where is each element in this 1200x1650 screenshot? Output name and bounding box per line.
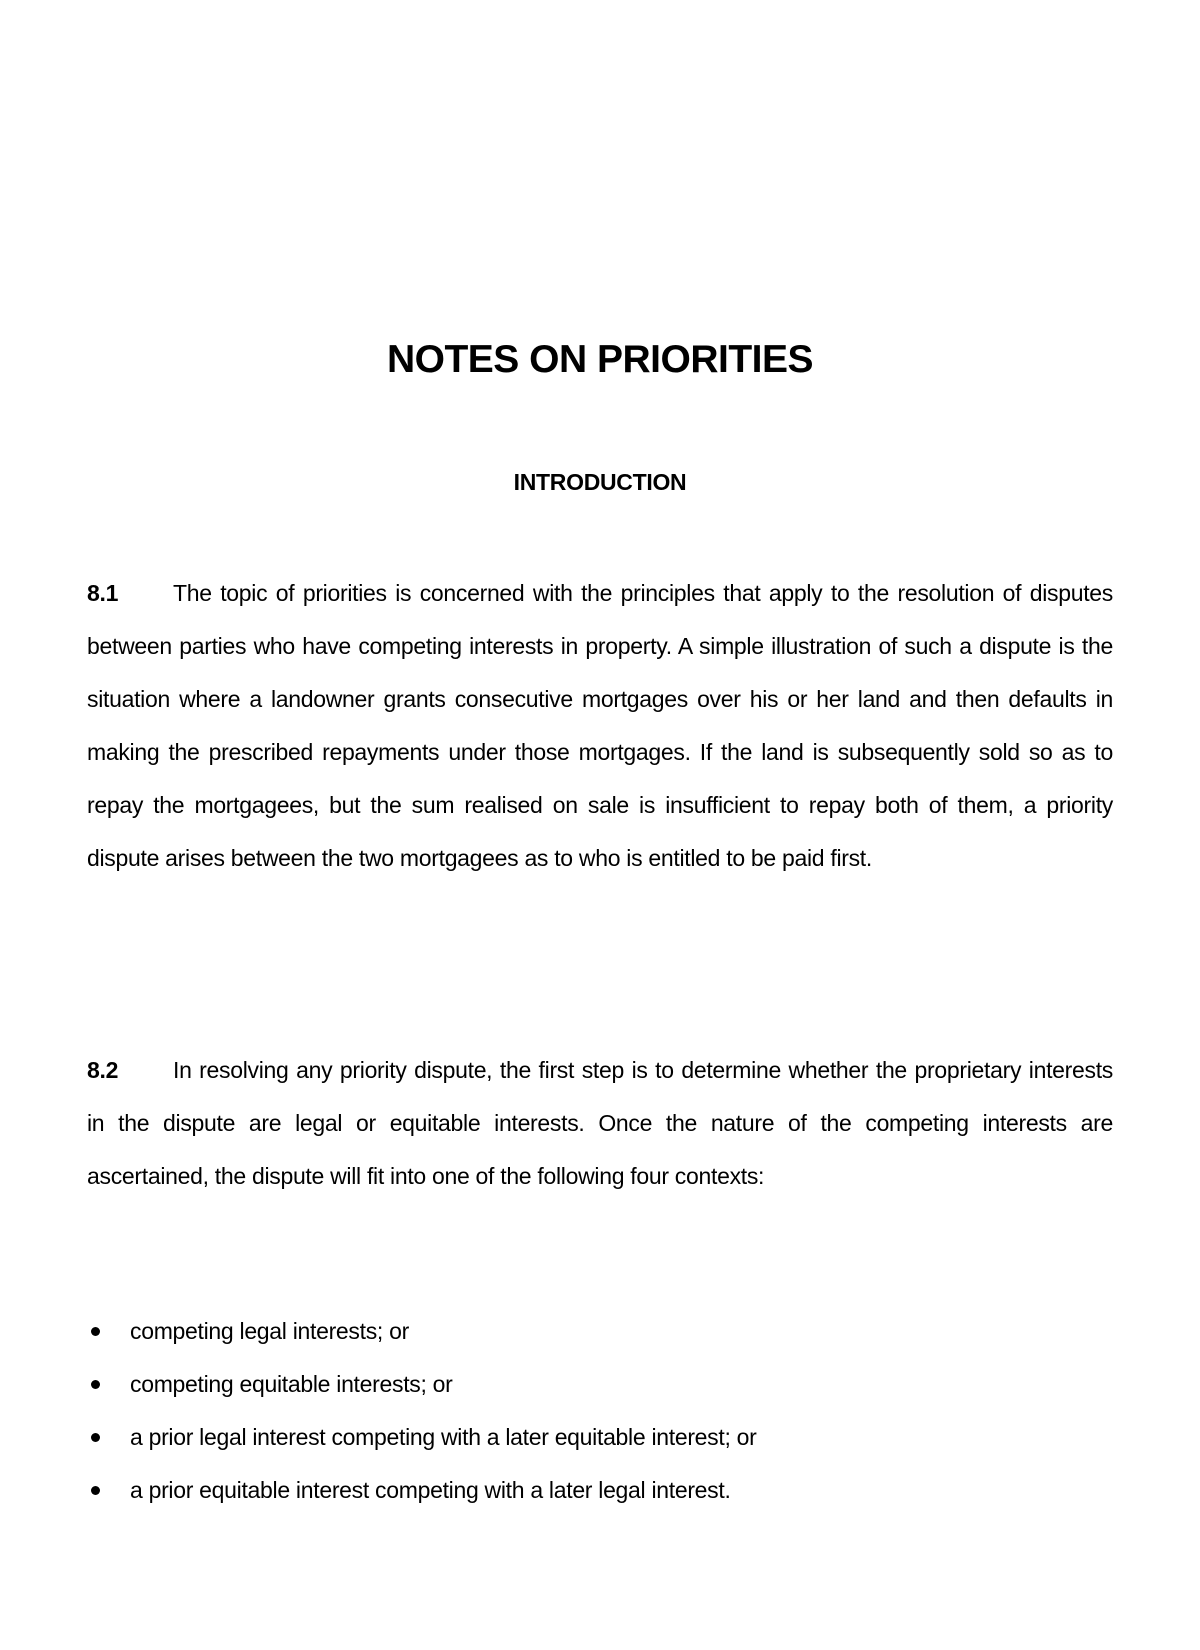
list-item	[87, 1411, 1113, 1464]
contexts-list	[87, 1305, 1113, 1517]
bullet-icon	[91, 1486, 100, 1495]
paragraph-text: In resolving any priority dispute, the first step is to determine whether the proprietary interests in the dispute are legal or equitable interests. Once the nature of the competing interests are ascertained, the dispute will fit into one of the following four contexts:	[87, 1057, 1113, 1189]
list-item-text: a prior equitable interest competing with a later legal interest.	[130, 1477, 731, 1503]
list-item-text: competing equitable interests; or	[130, 1371, 453, 1397]
list-item	[87, 1305, 1113, 1358]
list-item-text: competing legal interests; or	[130, 1318, 409, 1344]
paragraph-number: 8.1	[87, 580, 119, 606]
paragraph-number: 8.2	[87, 1057, 119, 1083]
bullet-icon	[91, 1327, 100, 1336]
paragraph-8-2	[87, 1044, 1113, 1203]
list-item	[87, 1464, 1113, 1517]
section-heading: INTRODUCTION	[513, 469, 687, 495]
list-item	[87, 1358, 1113, 1411]
bullet-icon	[91, 1380, 100, 1389]
list-item-text: a prior legal interest competing with a later equitable interest; or	[130, 1424, 757, 1450]
bullet-icon	[91, 1433, 100, 1442]
document-title: NOTES ON PRIORITIES	[386, 338, 814, 381]
paragraph-8-1	[87, 567, 1113, 885]
paragraph-text: The topic of priorities is concerned with the principles that apply to the resolution of disputes between parties who have competing interests in property. A simple illustration of such a dispute is the situation where a landowner grants consecutive mortgages over his or her land and then defaults in making the prescribed repayments under those mortgages. If the land is subsequently sold so as to repay the mortgagees, but the sum realised on sale is insufficient to repay both of them, a priority dispute arises between the two mortgagees as to who is entitled to be paid first.	[87, 580, 1113, 871]
